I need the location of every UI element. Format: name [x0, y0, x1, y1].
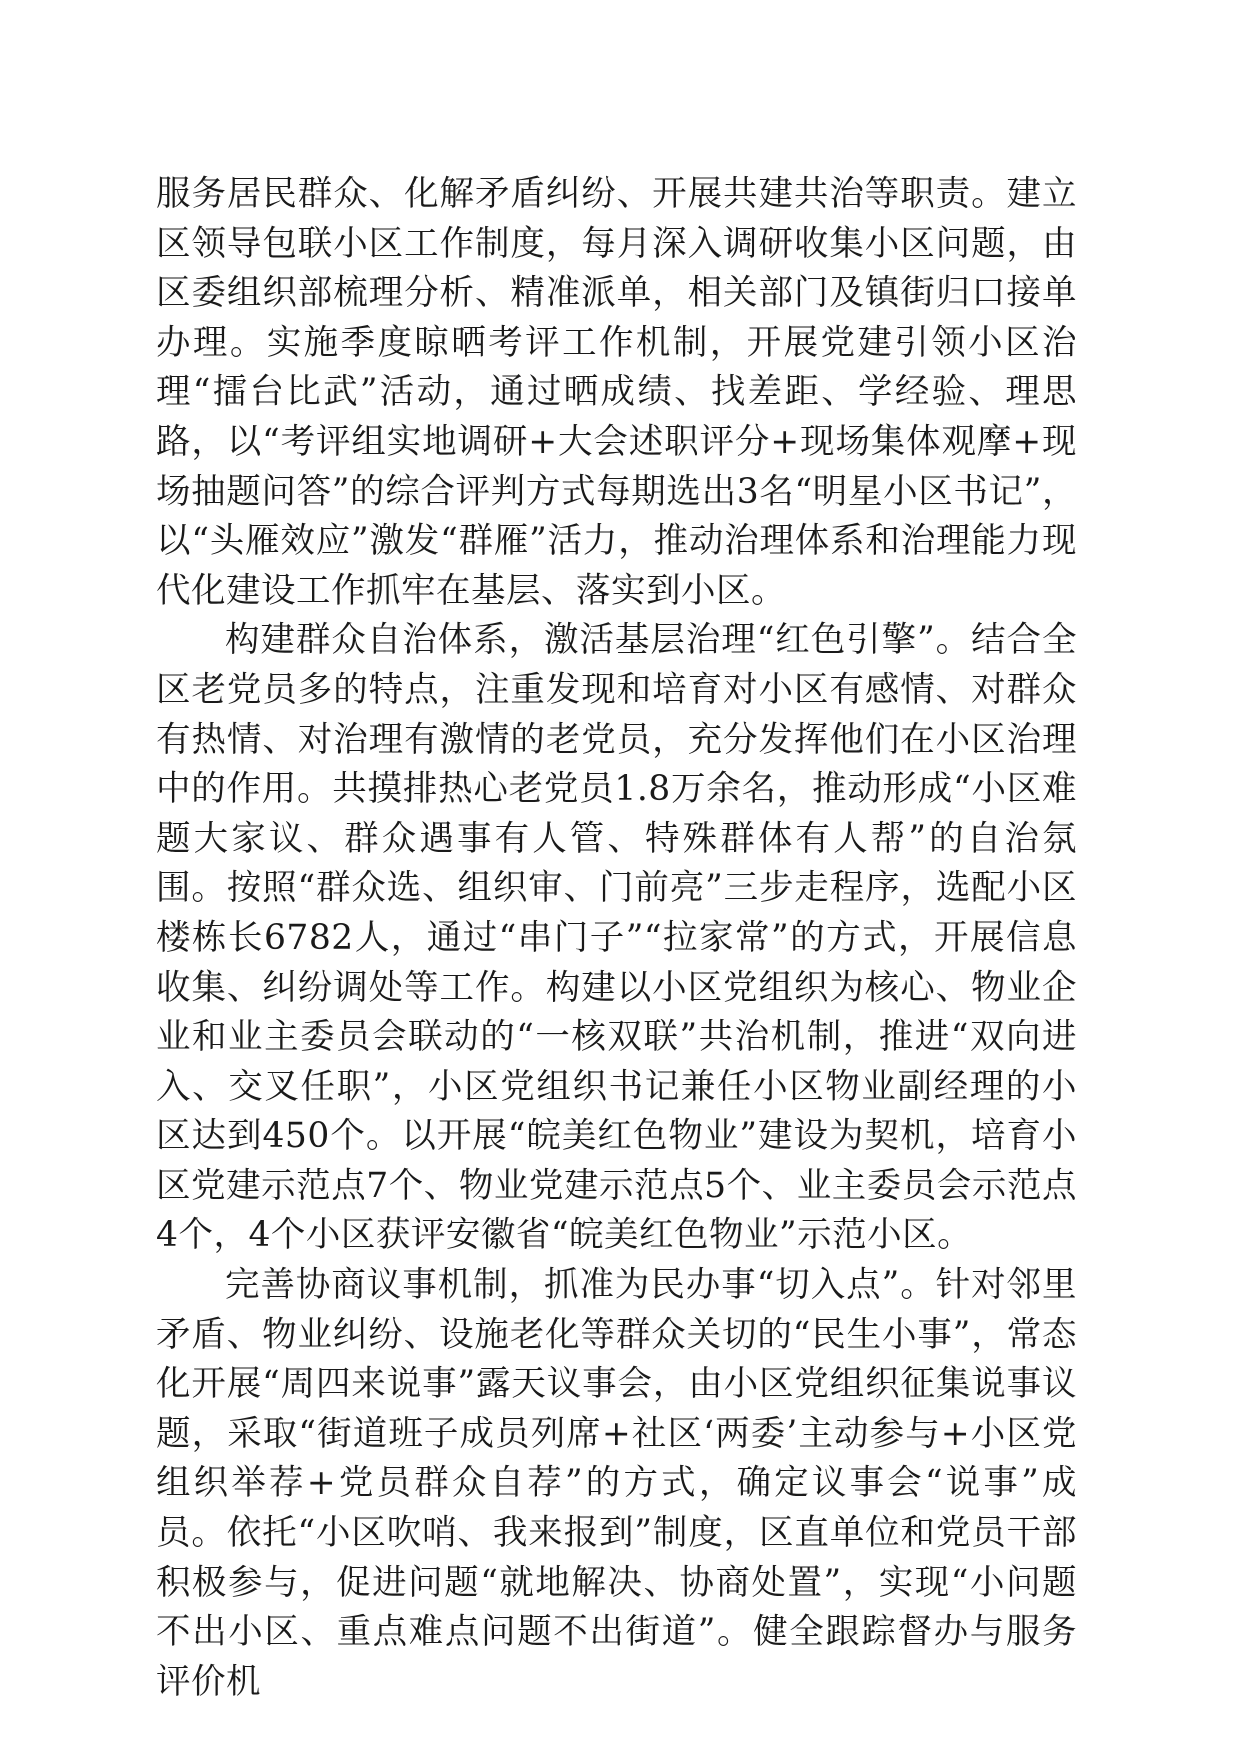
- paragraph-mass-autonomy: 构建群众自治体系，激活基层治理“红色引擎”。结合全区老党员多的特点，注重发现和培育对小区有感情、对群众有热情、对治理有激情的老党员，充分发挥他们在小区治理中的作用。共摸排热心老党员1.8万余名，推动形成“小区难题大家议、群众遇事有人管、特殊群体有人帮”的自治氛围。按照“群众选、组织审、门前亮”三步走程序，选配小区楼栋长6782人，通过“串门子”“拉家常”的方式，开展信息收集、纠纷调处等工作。构建以小区党组织为核心、物业企业和业主委员会联动的“一核双联”共治机制，推进“双向进入、交叉任职”，小区党组织书记兼任小区物业副经理的小区达到450个。以开展“皖美红色物业”建设为契机，培育小区党建示范点7个、物业党建示范点5个、业主委员会示范点4个，4个小区获评安徽省“皖美红色物业”示范小区。: [156, 620, 1077, 1256]
- paragraph-consultation-mechanism: 完善协商议事机制，抓准为民办事“切入点”。针对邻里矛盾、物业纠纷、设施老化等群众关切的“民生小事”，常态化开展“周四来说事”露天议事会，由小区党组织征集说事议题，采取“街道班子成员列席+社区‘两委’主动参与+小区党组织举荐+党员群众自荐”的方式，确定议事会“说事”成员。依托“小区吹哨、我来报到”制度，区直单位和党员干部积极参与，促进问题“就地解决、协商处置”，实现“小问题不出小区、重点难点问题不出街道”。健全跟踪督办与服务评价机: [156, 1265, 1077, 1702]
- paragraph-continuation: 服务居民群众、化解矛盾纠纷、开展共建共治等职责。建立区领导包联小区工作制度，每月深入调研收集小区问题，由区委组织部梳理分析、精准派单，相关部门及镇街归口接单办理。实施季度晾晒考评工作机制，开展党建引领小区治理“擂台比武”活动，通过晒成绩、找差距、学经验、理思路，以“考评组实地调研+大会述职评分+现场集体观摩+现场抽题问答”的综合评判方式每期选出3名“明星小区书记”，以“头雁效应”激发“群雁”活力，推动治理体系和治理能力现代化建设工作抓牢在基层、落实到小区。: [156, 174, 1077, 611]
- document-body: [156, 170, 1077, 1707]
